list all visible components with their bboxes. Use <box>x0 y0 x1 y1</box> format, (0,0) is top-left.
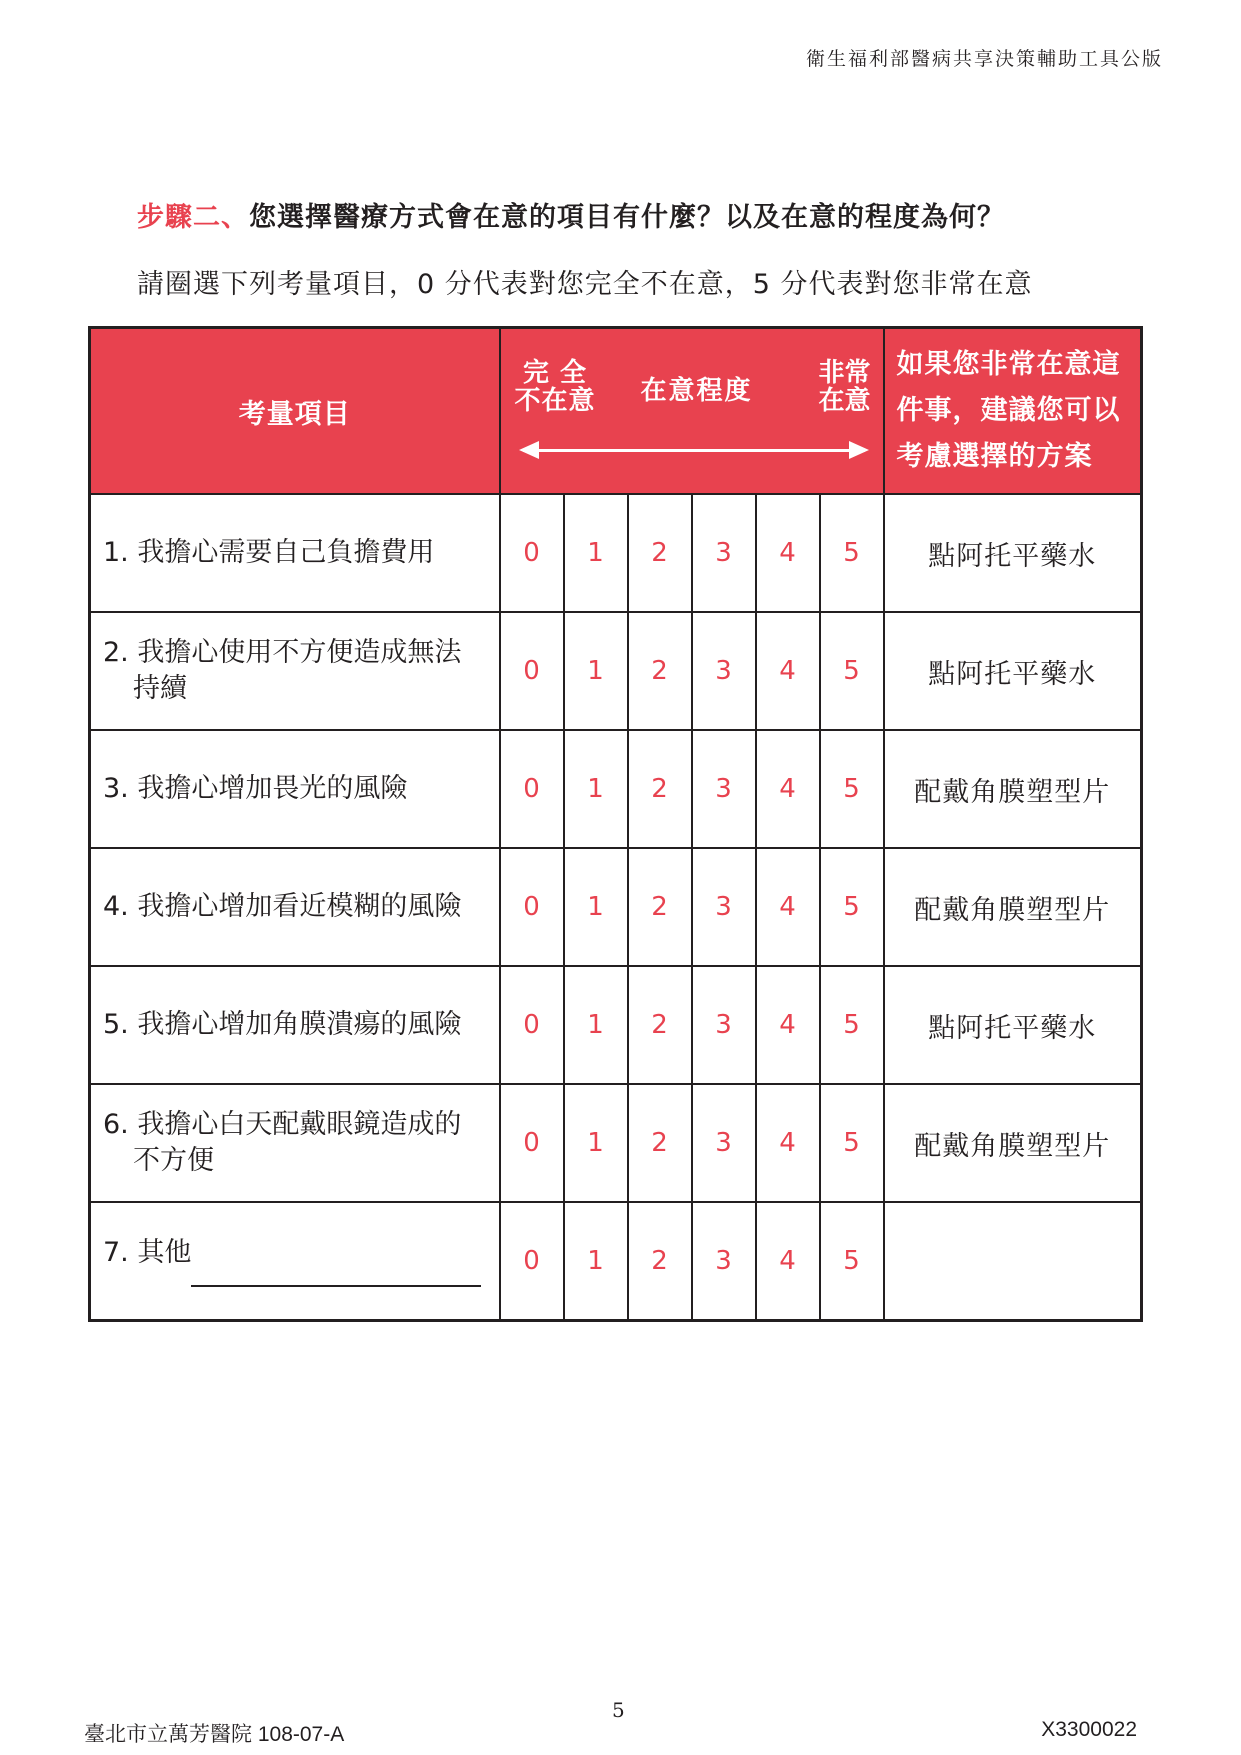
score-option[interactable]: 1 <box>564 848 628 966</box>
table-row <box>90 612 1142 730</box>
score-option[interactable]: 0 <box>500 966 564 1084</box>
recommended-option: 點阿托平藥水 <box>884 966 1142 1084</box>
score-option[interactable]: 3 <box>692 730 756 848</box>
item-text-continued: 不方便 <box>133 1145 214 1176</box>
table-row <box>90 848 1142 966</box>
score-option[interactable]: 4 <box>756 966 820 1084</box>
score-option[interactable]: 1 <box>564 612 628 730</box>
column-header-item: 考量項目 <box>90 328 500 495</box>
page-number: 5 <box>612 1698 625 1722</box>
score-option[interactable]: 4 <box>756 612 820 730</box>
scale-right-label <box>818 359 870 415</box>
footer-hospital: 臺北市立萬芳醫院 108-07-A <box>84 1723 345 1746</box>
item-text: 7. 其他 <box>103 1237 192 1268</box>
consideration-item <box>90 730 500 848</box>
table-row <box>90 1202 1142 1321</box>
step-separator: 、 <box>221 202 249 233</box>
reco-header-line1: 如果您非常在意這 <box>896 349 1121 380</box>
score-option[interactable]: 4 <box>756 1202 820 1321</box>
recommended-option: 點阿托平藥水 <box>884 612 1142 730</box>
table-row <box>90 494 1142 612</box>
score-option[interactable]: 0 <box>500 612 564 730</box>
score-option[interactable]: 0 <box>500 1084 564 1202</box>
score-option[interactable]: 4 <box>756 1084 820 1202</box>
score-option[interactable]: 5 <box>820 1202 884 1321</box>
score-option[interactable]: 3 <box>692 848 756 966</box>
other-write-in-line[interactable] <box>191 1285 481 1287</box>
score-option[interactable]: 3 <box>692 494 756 612</box>
double-arrow-icon <box>523 449 865 452</box>
item-text-continued: 持續 <box>133 673 187 704</box>
score-option[interactable]: 3 <box>692 1084 756 1202</box>
instruction-text: 請圈選下列考量項目，0 分代表對您完全不在意，5 分代表對您非常在意 <box>137 269 1033 300</box>
step-question: 您選擇醫療方式會在意的項目有什麼？以及在意的程度為何？ <box>249 202 1005 233</box>
score-option[interactable]: 1 <box>564 494 628 612</box>
score-option[interactable]: 2 <box>628 1084 692 1202</box>
score-option[interactable]: 0 <box>500 848 564 966</box>
score-option[interactable]: 4 <box>756 848 820 966</box>
step-label: 步驟二 <box>137 202 221 233</box>
score-option[interactable]: 5 <box>820 612 884 730</box>
item-text: 4. 我擔心增加看近模糊的風險 <box>103 891 462 922</box>
step-title <box>137 195 1005 234</box>
table-row <box>90 966 1142 1084</box>
score-option[interactable]: 3 <box>692 966 756 1084</box>
reco-header-line3: 考慮選擇的方案 <box>896 441 1093 472</box>
column-header-recommendation <box>884 328 1142 495</box>
score-option[interactable]: 4 <box>756 730 820 848</box>
score-option[interactable]: 2 <box>628 730 692 848</box>
recommended-option: 配戴角膜塑型片 <box>884 1084 1142 1202</box>
item-text: 5. 我擔心增加角膜潰瘍的風險 <box>103 1009 462 1040</box>
scale-left-line1: 完 全 <box>522 358 588 388</box>
recommended-option: 配戴角膜塑型片 <box>884 730 1142 848</box>
recommended-option: 配戴角膜塑型片 <box>884 848 1142 966</box>
scale-left-line2: 不在意 <box>514 386 596 416</box>
scale-right-line2: 在意 <box>818 386 871 416</box>
table-row <box>90 730 1142 848</box>
score-option[interactable]: 2 <box>628 848 692 966</box>
recommended-option: 點阿托平藥水 <box>884 494 1142 612</box>
recommended-option <box>884 1202 1142 1321</box>
consideration-item <box>90 848 500 966</box>
item-text: 3. 我擔心增加畏光的風險 <box>103 773 408 804</box>
score-option[interactable]: 1 <box>564 1084 628 1202</box>
consideration-table <box>88 326 1143 1322</box>
consideration-item <box>90 966 500 1084</box>
score-option[interactable]: 5 <box>820 494 884 612</box>
tool-title-header: 衛生福利部醫病共享決策輔助工具公版 <box>805 48 1163 70</box>
score-option[interactable]: 1 <box>564 1202 628 1321</box>
score-option[interactable]: 2 <box>628 966 692 1084</box>
consideration-item <box>90 1202 500 1321</box>
consideration-item <box>90 494 500 612</box>
score-option[interactable]: 0 <box>500 730 564 848</box>
score-option[interactable]: 1 <box>564 730 628 848</box>
score-option[interactable]: 5 <box>820 848 884 966</box>
score-option[interactable]: 0 <box>500 1202 564 1321</box>
score-option[interactable]: 5 <box>820 966 884 1084</box>
score-option[interactable]: 2 <box>628 494 692 612</box>
item-text: 1. 我擔心需要自己負擔費用 <box>103 537 435 568</box>
score-option[interactable]: 5 <box>820 730 884 848</box>
item-text: 2. 我擔心使用不方便造成無法 <box>103 637 462 668</box>
consideration-item <box>90 612 500 730</box>
score-option[interactable]: 4 <box>756 494 820 612</box>
score-option[interactable]: 2 <box>628 612 692 730</box>
score-option[interactable]: 1 <box>564 966 628 1084</box>
item-text: 6. 我擔心白天配戴眼鏡造成的 <box>103 1109 462 1140</box>
score-option[interactable]: 3 <box>692 612 756 730</box>
scale-left-label <box>515 359 596 415</box>
column-header-scale <box>500 328 884 495</box>
table-row <box>90 1084 1142 1202</box>
footer-doc-code: X3300022 <box>1041 1718 1137 1741</box>
scale-right-line1: 非常 <box>818 358 871 388</box>
scale-title: 在意程度 <box>640 376 753 406</box>
consideration-item <box>90 1084 500 1202</box>
score-option[interactable]: 3 <box>692 1202 756 1321</box>
score-option[interactable]: 2 <box>628 1202 692 1321</box>
reco-header-line2: 件事，建議您可以 <box>896 395 1121 426</box>
score-option[interactable]: 5 <box>820 1084 884 1202</box>
score-option[interactable]: 0 <box>500 494 564 612</box>
